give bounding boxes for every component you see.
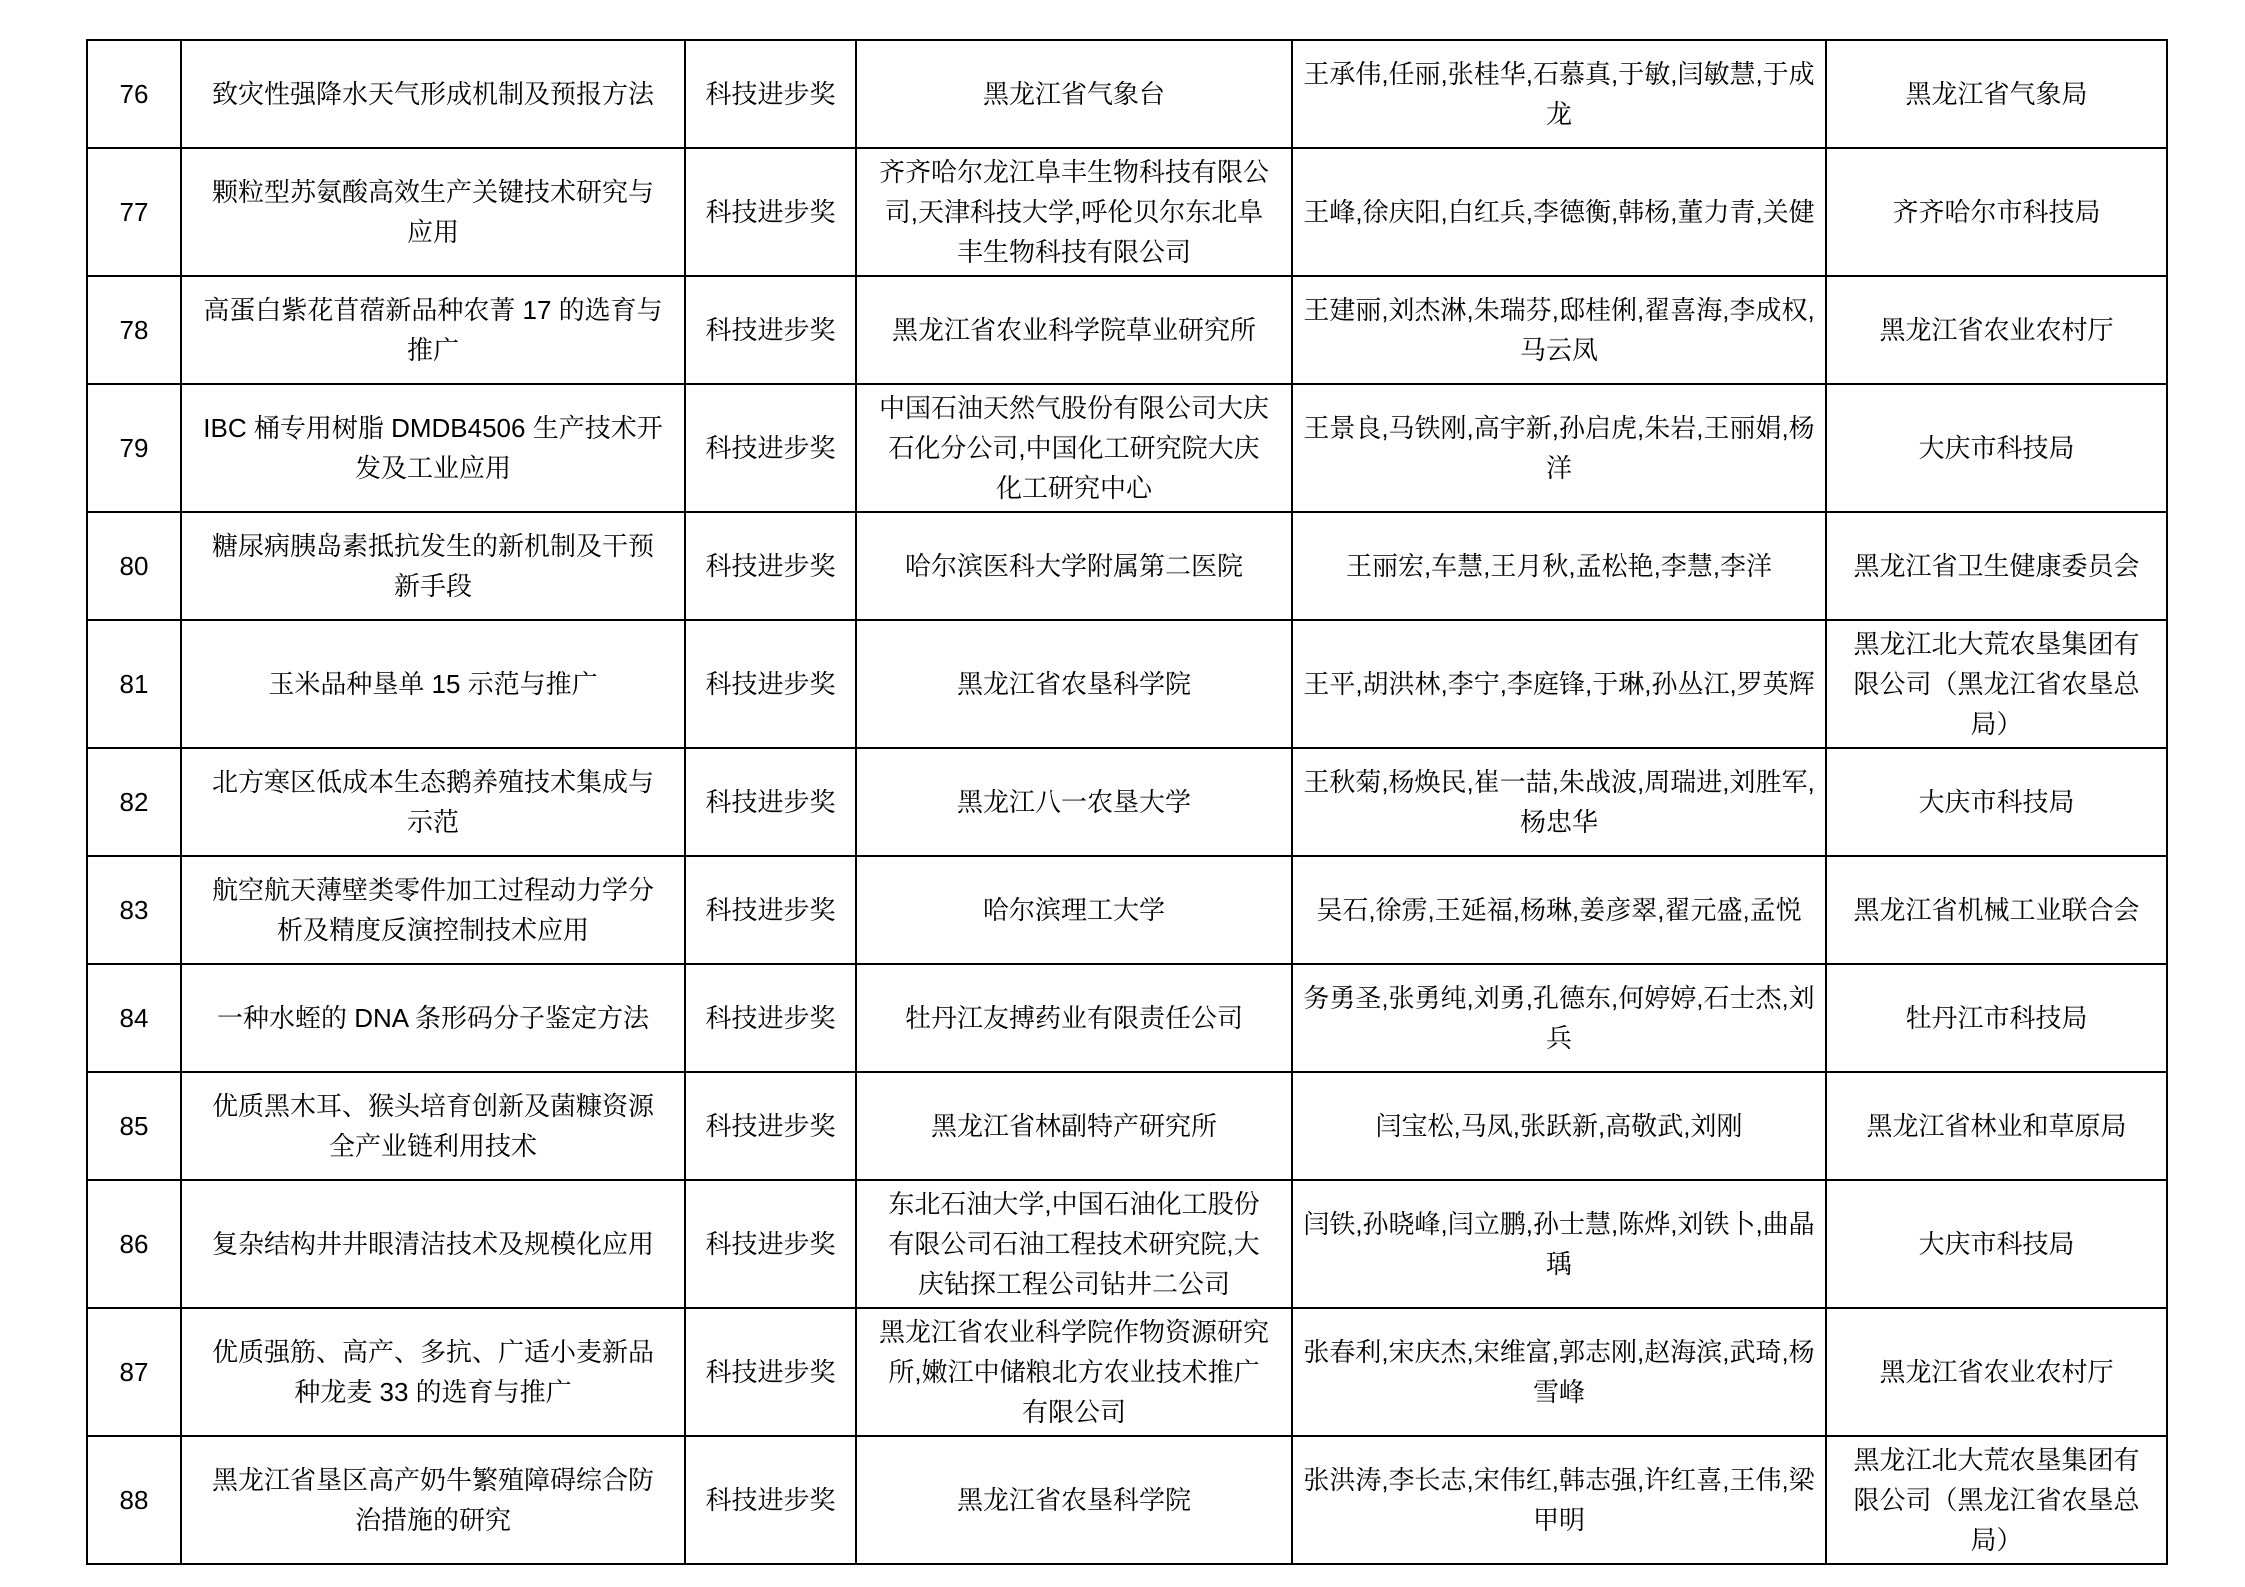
project-title: 致灾性强降水天气形成机制及预报方法 — [181, 40, 685, 148]
row-number: 77 — [87, 148, 181, 276]
table-row — [87, 40, 2167, 148]
row-number: 84 — [87, 964, 181, 1072]
award-type: 科技进步奖 — [685, 276, 856, 384]
completing-persons: 务勇圣,张勇纯,刘勇,孔德东,何婷婷,石士杰,刘兵 — [1292, 964, 1826, 1072]
project-title: 优质强筋、高产、多抗、广适小麦新品种龙麦 33 的选育与推广 — [181, 1308, 685, 1436]
completing-units: 黑龙江八一农垦大学 — [856, 748, 1292, 856]
nominating-unit: 大庆市科技局 — [1826, 1180, 2167, 1308]
nominating-unit: 齐齐哈尔市科技局 — [1826, 148, 2167, 276]
table-row — [87, 1072, 2167, 1180]
completing-units: 牡丹江友搏药业有限责任公司 — [856, 964, 1292, 1072]
completing-units: 黑龙江省气象台 — [856, 40, 1292, 148]
completing-persons: 王峰,徐庆阳,白红兵,李德衡,韩杨,董力青,关健 — [1292, 148, 1826, 276]
table-row — [87, 512, 2167, 620]
award-type: 科技进步奖 — [685, 856, 856, 964]
nominating-unit: 黑龙江省机械工业联合会 — [1826, 856, 2167, 964]
row-number: 81 — [87, 620, 181, 748]
completing-persons: 吴石,徐雳,王延福,杨琳,姜彦翠,翟元盛,孟悦 — [1292, 856, 1826, 964]
row-number: 76 — [87, 40, 181, 148]
completing-units: 哈尔滨理工大学 — [856, 856, 1292, 964]
completing-persons: 王建丽,刘杰淋,朱瑞芬,邸桂俐,翟喜海,李成权,马云凤 — [1292, 276, 1826, 384]
completing-units: 哈尔滨医科大学附属第二医院 — [856, 512, 1292, 620]
project-title: 一种水蛭的 DNA 条形码分子鉴定方法 — [181, 964, 685, 1072]
table-row — [87, 1436, 2167, 1564]
completing-units: 中国石油天然气股份有限公司大庆石化分公司,中国化工研究院大庆化工研究中心 — [856, 384, 1292, 512]
completing-units: 黑龙江省林副特产研究所 — [856, 1072, 1292, 1180]
completing-persons: 王景良,马铁刚,高宇新,孙启虎,朱岩,王丽娟,杨洋 — [1292, 384, 1826, 512]
nominating-unit: 黑龙江省农业农村厅 — [1826, 1308, 2167, 1436]
project-title: 颗粒型苏氨酸高效生产关键技术研究与应用 — [181, 148, 685, 276]
completing-units: 齐齐哈尔龙江阜丰生物科技有限公司,天津科技大学,呼伦贝尔东北阜丰生物科技有限公司 — [856, 148, 1292, 276]
nominating-unit: 黑龙江北大荒农垦集团有限公司（黑龙江省农垦总局） — [1826, 620, 2167, 748]
table-row — [87, 620, 2167, 748]
completing-persons: 王承伟,任丽,张桂华,石慕真,于敏,闫敏慧,于成龙 — [1292, 40, 1826, 148]
award-type: 科技进步奖 — [685, 620, 856, 748]
project-title: 优质黑木耳、猴头培育创新及菌糠资源全产业链利用技术 — [181, 1072, 685, 1180]
award-type: 科技进步奖 — [685, 40, 856, 148]
row-number: 79 — [87, 384, 181, 512]
completing-persons: 闫铁,孙晓峰,闫立鹏,孙士慧,陈烨,刘铁卜,曲晶瑀 — [1292, 1180, 1826, 1308]
table-row — [87, 1308, 2167, 1436]
table-row — [87, 748, 2167, 856]
completing-units: 黑龙江省农业科学院作物资源研究所,嫩江中储粮北方农业技术推广有限公司 — [856, 1308, 1292, 1436]
completing-units: 东北石油大学,中国石油化工股份有限公司石油工程技术研究院,大庆钻探工程公司钻井二公司 — [856, 1180, 1292, 1308]
table-row — [87, 384, 2167, 512]
award-type: 科技进步奖 — [685, 1436, 856, 1564]
row-number: 82 — [87, 748, 181, 856]
project-title: IBC 桶专用树脂 DMDB4506 生产技术开发及工业应用 — [181, 384, 685, 512]
table-row — [87, 964, 2167, 1072]
project-title: 高蛋白紫花苜蓿新品种农菁 17 的选育与推广 — [181, 276, 685, 384]
project-title: 航空航天薄壁类零件加工过程动力学分析及精度反演控制技术应用 — [181, 856, 685, 964]
completing-units: 黑龙江省农垦科学院 — [856, 1436, 1292, 1564]
completing-persons: 张春利,宋庆杰,宋维富,郭志刚,赵海滨,武琦,杨雪峰 — [1292, 1308, 1826, 1436]
completing-persons: 王丽宏,车慧,王月秋,孟松艳,李慧,李洋 — [1292, 512, 1826, 620]
completing-persons: 王平,胡洪林,李宁,李庭锋,于琳,孙丛江,罗英辉 — [1292, 620, 1826, 748]
nominating-unit: 黑龙江省农业农村厅 — [1826, 276, 2167, 384]
nominating-unit: 黑龙江省卫生健康委员会 — [1826, 512, 2167, 620]
project-title: 糖尿病胰岛素抵抗发生的新机制及干预新手段 — [181, 512, 685, 620]
award-type: 科技进步奖 — [685, 148, 856, 276]
award-type: 科技进步奖 — [685, 1072, 856, 1180]
nominating-unit: 黑龙江省林业和草原局 — [1826, 1072, 2167, 1180]
nominating-unit: 黑龙江省气象局 — [1826, 40, 2167, 148]
table-row — [87, 148, 2167, 276]
project-title: 复杂结构井井眼清洁技术及规模化应用 — [181, 1180, 685, 1308]
award-type: 科技进步奖 — [685, 748, 856, 856]
award-type: 科技进步奖 — [685, 512, 856, 620]
award-type: 科技进步奖 — [685, 1308, 856, 1436]
awards-table-body — [87, 40, 2167, 1564]
nominating-unit: 黑龙江北大荒农垦集团有限公司（黑龙江省农垦总局） — [1826, 1436, 2167, 1564]
completing-persons: 王秋菊,杨焕民,崔一喆,朱战波,周瑞进,刘胜军,杨忠华 — [1292, 748, 1826, 856]
table-row — [87, 276, 2167, 384]
row-number: 88 — [87, 1436, 181, 1564]
completing-persons: 张洪涛,李长志,宋伟红,韩志强,许红喜,王伟,梁甲明 — [1292, 1436, 1826, 1564]
award-type: 科技进步奖 — [685, 964, 856, 1072]
nominating-unit: 牡丹江市科技局 — [1826, 964, 2167, 1072]
row-number: 85 — [87, 1072, 181, 1180]
project-title: 北方寒区低成本生态鹅养殖技术集成与示范 — [181, 748, 685, 856]
project-title: 黑龙江省垦区高产奶牛繁殖障碍综合防治措施的研究 — [181, 1436, 685, 1564]
row-number: 86 — [87, 1180, 181, 1308]
award-type: 科技进步奖 — [685, 1180, 856, 1308]
awards-table — [86, 39, 2168, 1565]
project-title: 玉米品种垦单 15 示范与推广 — [181, 620, 685, 748]
row-number: 87 — [87, 1308, 181, 1436]
table-row — [87, 1180, 2167, 1308]
row-number: 78 — [87, 276, 181, 384]
table-row — [87, 856, 2167, 964]
row-number: 83 — [87, 856, 181, 964]
nominating-unit: 大庆市科技局 — [1826, 384, 2167, 512]
row-number: 80 — [87, 512, 181, 620]
completing-units: 黑龙江省农垦科学院 — [856, 620, 1292, 748]
nominating-unit: 大庆市科技局 — [1826, 748, 2167, 856]
completing-units: 黑龙江省农业科学院草业研究所 — [856, 276, 1292, 384]
completing-persons: 闫宝松,马凤,张跃新,高敬武,刘刚 — [1292, 1072, 1826, 1180]
award-type: 科技进步奖 — [685, 384, 856, 512]
